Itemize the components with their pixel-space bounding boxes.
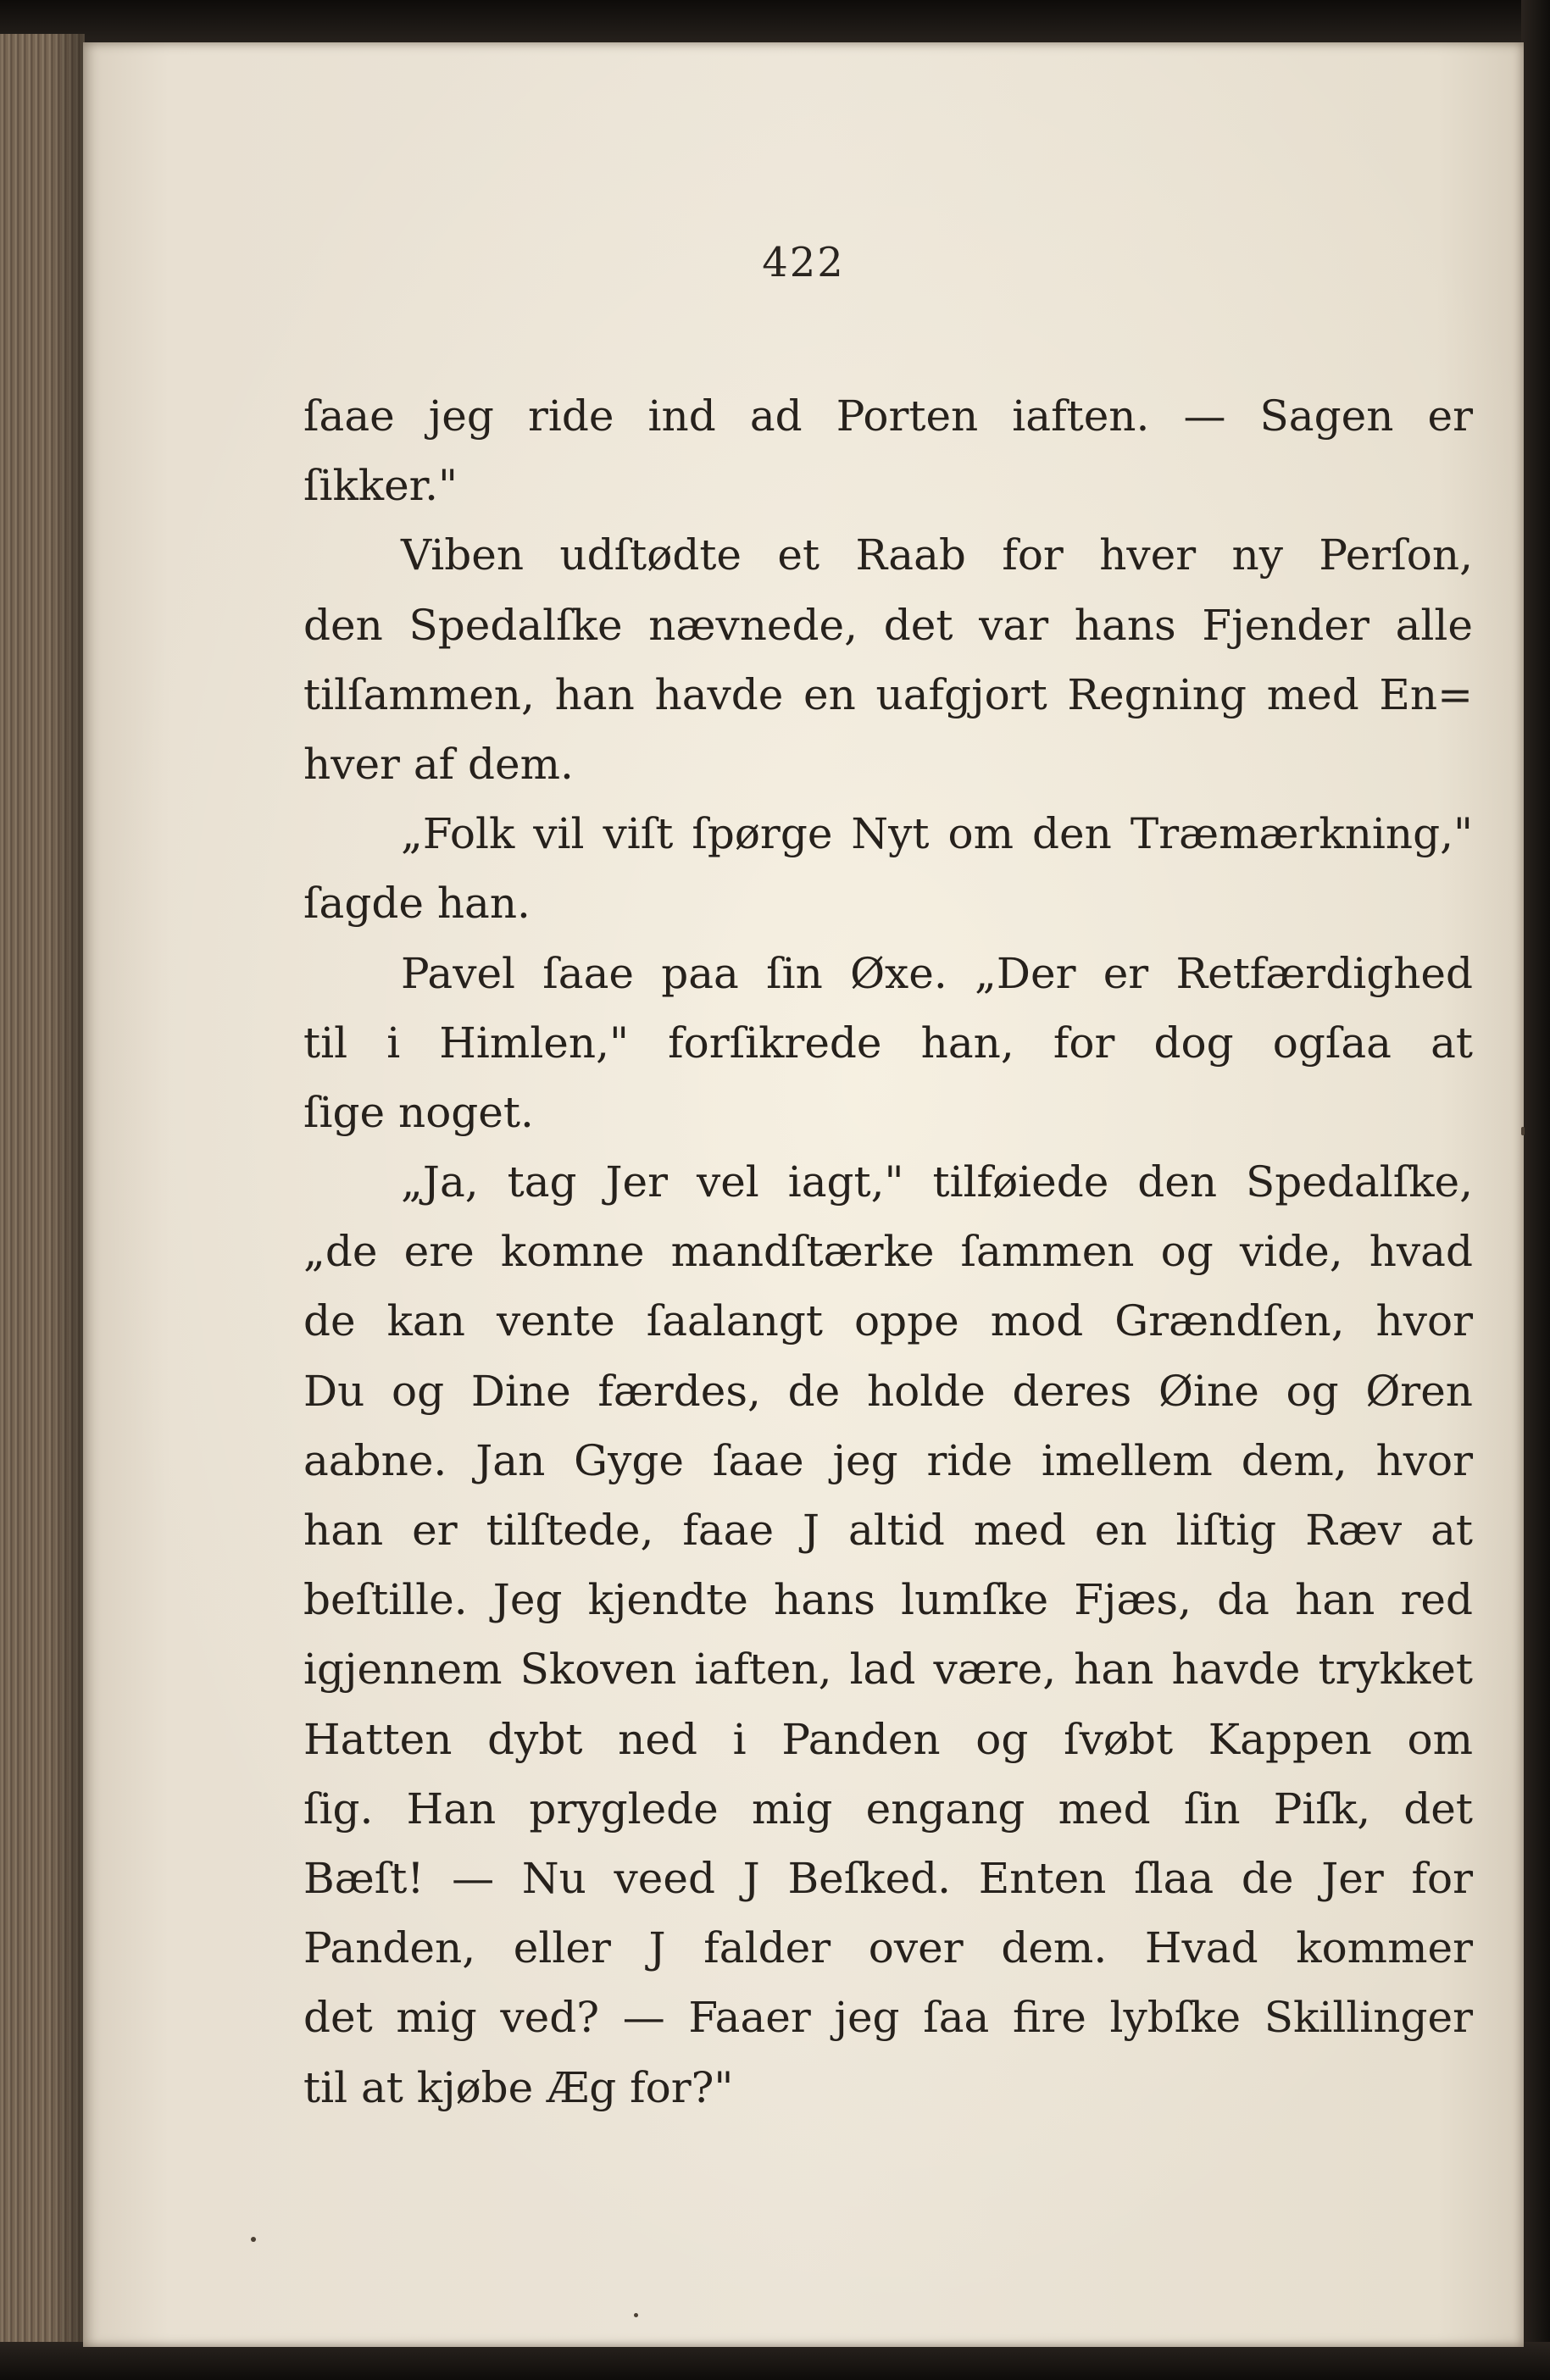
text-line: ſaae jeg ride ind ad Porten iaften. — Sagen er (303, 391, 1473, 441)
book-bottom-edge (0, 2342, 1550, 2380)
text-line: til at kjøbe Æg for?" (303, 2062, 734, 2112)
text-line: de kan vente ſaalangt oppe mod Grændſen, hvor (303, 1296, 1473, 1346)
text-line: til i Himlen," forſikrede han, for dog ogſaa at (303, 1018, 1473, 1068)
text-line: Du og Dine færdes, de holde deres Øine og Øren (303, 1366, 1473, 1416)
text-line: ſagde han. (303, 879, 531, 929)
text-line: Hatten dybt ned i Panden og ſvøbt Kappen om (303, 1714, 1473, 1764)
text-line: ſig. Han pryglede mig engang med ſin Piſk, det (303, 1784, 1473, 1834)
body-text (303, 381, 1473, 2122)
paper-speck (251, 2237, 256, 2242)
text-line: ſige noget. (303, 1087, 534, 1137)
text-line: Pavel ſaae paa ſin Øxe. „Der er Retfærdighed (401, 948, 1473, 998)
text-line: beſtille. Jeg kjendte hans lumſke Fjæs, da han red (303, 1575, 1473, 1625)
gutter-shadow (51, 34, 85, 2347)
text-line: Viben udſtødte et Raab for hver ny Perſon, (401, 530, 1473, 580)
book-right-edge (1521, 0, 1550, 2380)
text-line: han er tilſtede, faae J altid med en liſtig Ræv at (303, 1506, 1473, 1555)
paper-speck (634, 2313, 638, 2317)
text-line: Panden, eller J falder over dem. Hvad kommer (303, 1923, 1473, 1973)
book-page (83, 42, 1524, 2347)
paper-speck (1521, 1127, 1525, 1135)
text-line: aabne. Jan Gyge ſaae jeg ride imellem dem, hvor (303, 1435, 1473, 1485)
text-line: ſikker." (303, 461, 458, 511)
text-line: det mig ved? — Faaer jeg ſaa fire lybſke Skillinger (303, 1993, 1473, 2043)
page-number: 422 (762, 239, 845, 286)
text-line: „Folk vil viſt ſpørge Nyt om den Træmærkning," (401, 809, 1473, 859)
text-line: den Spedalſke nævnede, det var hans Fjender alle (303, 600, 1473, 650)
text-line: „de ere komne mandſtærke ſammen og vide, hvad (303, 1227, 1473, 1277)
text-line: igjennem Skoven iaften, lad være, han havde trykket (303, 1645, 1473, 1695)
text-line: hver af dem. (303, 739, 574, 789)
text-line: tilſammen, han havde en uafgjort Regning med En= (303, 669, 1473, 719)
text-line: Bæſt! — Nu veed J Beſked. Enten ſlaa de Jer for (303, 1853, 1473, 1903)
text-line: „Ja, tag Jer vel iagt," tilføiede den Spedalſke, (401, 1157, 1473, 1207)
